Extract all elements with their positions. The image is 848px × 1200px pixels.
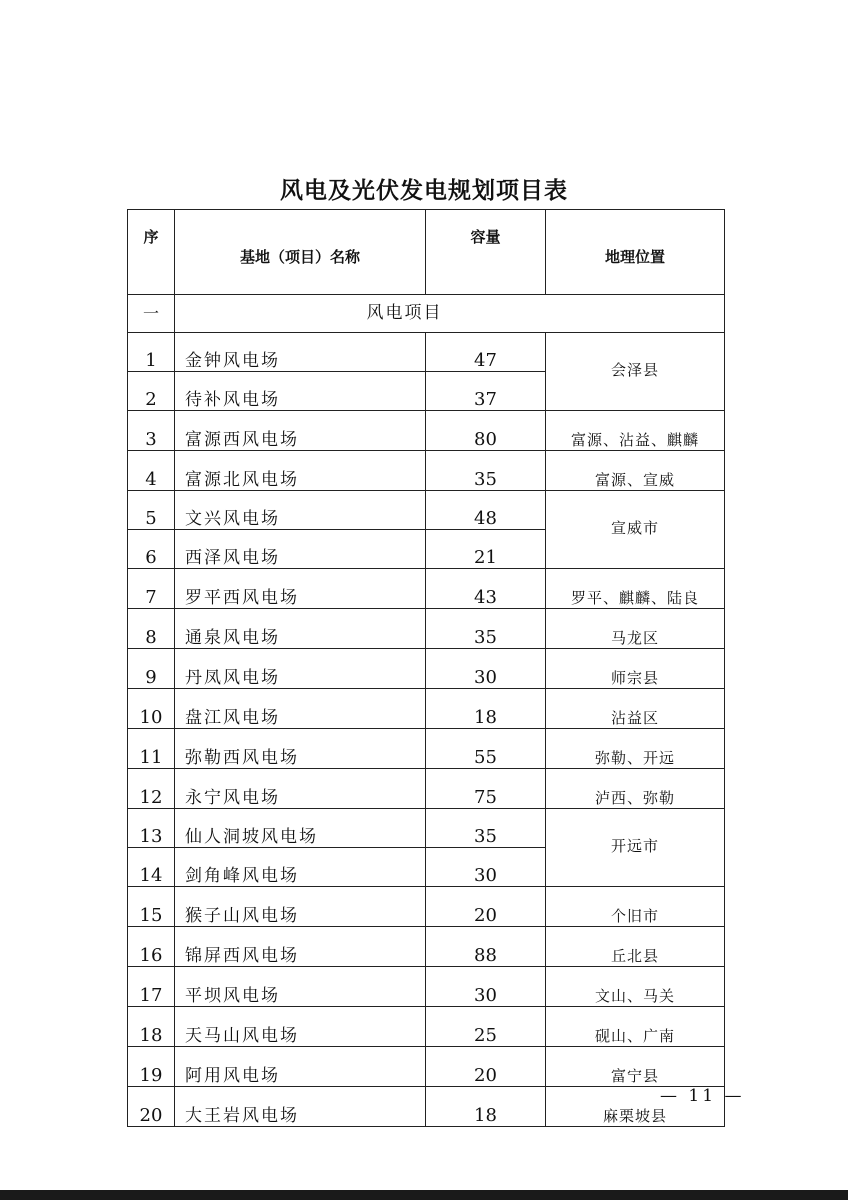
row-location: 文山、马关 — [546, 967, 725, 1007]
row-name: 丹凤风电场 — [175, 649, 426, 689]
row-seq: 19 — [128, 1047, 175, 1087]
row-location: 麻栗坡县 — [546, 1087, 725, 1127]
row-seq: 20 — [128, 1087, 175, 1127]
row-name: 金钟风电场 — [175, 333, 426, 372]
row-seq: 4 — [128, 451, 175, 491]
row-capacity: 20 — [426, 887, 546, 927]
row-capacity: 20 — [426, 1047, 546, 1087]
row-name: 剑角峰风电场 — [175, 848, 426, 887]
row-location: 宣威市 — [546, 491, 725, 569]
row-seq: 5 — [128, 491, 175, 530]
row-location: 会泽县 — [546, 333, 725, 411]
table-row — [128, 927, 725, 967]
row-seq: 1 — [128, 333, 175, 372]
row-location: 富源、宣威 — [546, 451, 725, 491]
row-capacity: 35 — [426, 609, 546, 649]
row-location: 富源、沾益、麒麟 — [546, 411, 725, 451]
row-location: 罗平、麒麟、陆良 — [546, 569, 725, 609]
row-capacity: 21 — [426, 530, 546, 569]
row-capacity: 55 — [426, 729, 546, 769]
table-row — [128, 689, 725, 729]
page-title: 风电及光伏发电规划项目表 — [280, 177, 568, 204]
header-seq: 序 — [128, 210, 175, 295]
table-row — [128, 1047, 725, 1087]
row-name: 富源西风电场 — [175, 411, 426, 451]
table-row — [128, 451, 725, 491]
row-seq: 8 — [128, 609, 175, 649]
row-capacity: 30 — [426, 649, 546, 689]
section-row — [128, 295, 725, 333]
row-seq: 16 — [128, 927, 175, 967]
row-seq: 17 — [128, 967, 175, 1007]
table-row — [128, 1087, 725, 1127]
row-name: 大王岩风电场 — [175, 1087, 426, 1127]
table-row — [128, 411, 725, 451]
section-number: 一 — [128, 295, 175, 333]
row-seq: 9 — [128, 649, 175, 689]
header-name: 基地（项目）名称 — [175, 210, 426, 295]
header-location: 地理位置 — [546, 210, 725, 295]
row-seq: 2 — [128, 372, 175, 411]
row-seq: 14 — [128, 848, 175, 887]
table-row — [128, 729, 725, 769]
row-capacity: 35 — [426, 451, 546, 491]
row-location: 沾益区 — [546, 689, 725, 729]
table-row — [128, 1007, 725, 1047]
row-name: 阿用风电场 — [175, 1047, 426, 1087]
row-seq: 13 — [128, 809, 175, 848]
row-seq: 10 — [128, 689, 175, 729]
table-row — [128, 649, 725, 689]
row-name: 盘江风电场 — [175, 689, 426, 729]
row-name: 天马山风电场 — [175, 1007, 426, 1047]
row-location: 弥勒、开远 — [546, 729, 725, 769]
table-row — [128, 491, 725, 530]
row-name: 待补风电场 — [175, 372, 426, 411]
row-name: 平坝风电场 — [175, 967, 426, 1007]
header-capacity: 容量 — [426, 210, 546, 295]
table-row — [128, 769, 725, 809]
scan-border — [0, 1190, 848, 1200]
row-name: 富源北风电场 — [175, 451, 426, 491]
row-seq: 11 — [128, 729, 175, 769]
row-capacity: 37 — [426, 372, 546, 411]
row-location: 师宗县 — [546, 649, 725, 689]
row-capacity: 43 — [426, 569, 546, 609]
row-capacity: 18 — [426, 689, 546, 729]
row-capacity: 48 — [426, 491, 546, 530]
table-row — [128, 333, 725, 372]
row-seq: 12 — [128, 769, 175, 809]
table-row — [128, 887, 725, 927]
row-seq: 7 — [128, 569, 175, 609]
row-name: 西泽风电场 — [175, 530, 426, 569]
row-name: 锦屏西风电场 — [175, 927, 426, 967]
row-name: 罗平西风电场 — [175, 569, 426, 609]
row-capacity: 35 — [426, 809, 546, 848]
row-location: 开远市 — [546, 809, 725, 887]
row-capacity: 25 — [426, 1007, 546, 1047]
row-seq: 18 — [128, 1007, 175, 1047]
row-capacity: 47 — [426, 333, 546, 372]
row-name: 弥勒西风电场 — [175, 729, 426, 769]
row-name: 文兴风电场 — [175, 491, 426, 530]
row-location: 丘北县 — [546, 927, 725, 967]
row-name: 通泉风电场 — [175, 609, 426, 649]
row-capacity: 30 — [426, 967, 546, 1007]
table-row — [128, 809, 725, 848]
row-location: 泸西、弥勒 — [546, 769, 725, 809]
table-row — [128, 967, 725, 1007]
page-number: — 11 — — [660, 1086, 745, 1106]
row-location: 砚山、广南 — [546, 1007, 725, 1047]
row-capacity: 75 — [426, 769, 546, 809]
row-name: 猴子山风电场 — [175, 887, 426, 927]
section-label: 风电项目 — [175, 295, 725, 333]
row-capacity: 88 — [426, 927, 546, 967]
row-capacity: 80 — [426, 411, 546, 451]
row-location: 富宁县 — [546, 1047, 725, 1087]
row-location: 马龙区 — [546, 609, 725, 649]
table-row — [128, 569, 725, 609]
row-name: 仙人洞坡风电场 — [175, 809, 426, 848]
row-name: 永宁风电场 — [175, 769, 426, 809]
row-location: 个旧市 — [546, 887, 725, 927]
project-table — [127, 209, 725, 1127]
row-seq: 3 — [128, 411, 175, 451]
table-row — [128, 609, 725, 649]
row-seq: 6 — [128, 530, 175, 569]
table-header-row — [128, 210, 725, 295]
row-seq: 15 — [128, 887, 175, 927]
row-capacity: 30 — [426, 848, 546, 887]
row-capacity: 18 — [426, 1087, 546, 1127]
